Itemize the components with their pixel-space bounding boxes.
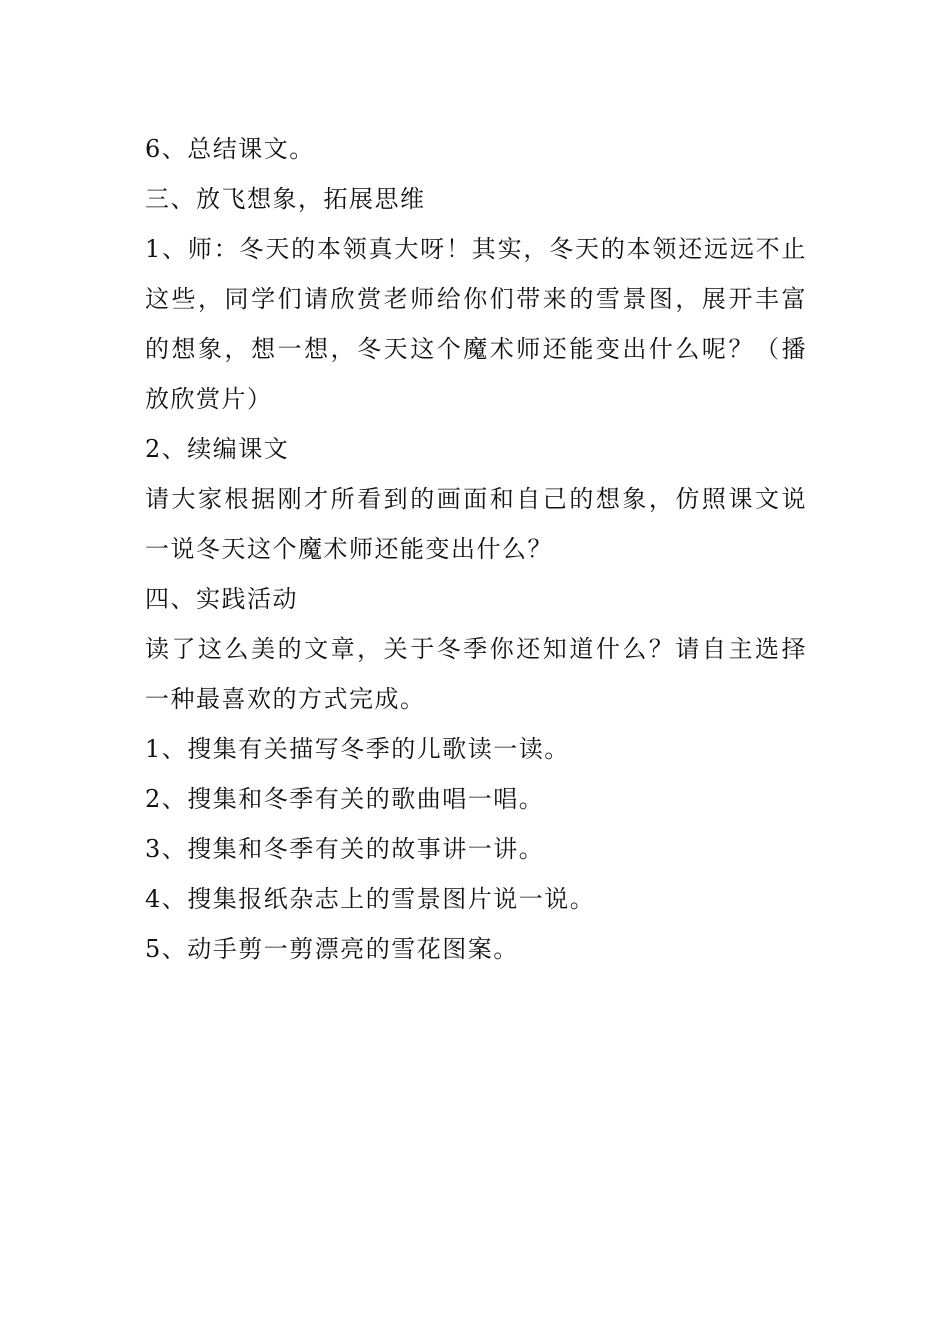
paragraph-summary-step: 6、总结课文。 [145, 135, 315, 163]
section-heading-imagination: 三、放飞想象，拓展思维 [145, 185, 426, 213]
list-item-activity-5: 5、动手剪一剪漂亮的雪花图案。 [145, 935, 519, 963]
paragraph-practice-intro: 读了这么美的文章，关于冬季你还知道什么？请自主选择一种最喜欢的方式完成。 [145, 635, 807, 713]
paragraph-continue-instructions: 请大家根据刚才所看到的画面和自己的想象，仿照课文说一说冬天这个魔术师还能变出什么？ [145, 485, 807, 563]
list-item-activity-4: 4、搜集报纸杂志上的雪景图片说一说。 [145, 885, 596, 913]
list-item-activity-2: 2、搜集和冬季有关的歌曲唱一唱。 [145, 785, 545, 813]
list-item-activity-1: 1、搜集有关描写冬季的儿歌读一读。 [145, 735, 570, 763]
section-heading-practice: 四、实践活动 [145, 585, 298, 613]
paragraph-continue-text: 2、续编课文 [145, 435, 290, 463]
paragraph-teacher-prompt: 1、师：冬天的本领真大呀！其实，冬天的本领还远远不止这些，同学们请欣赏老师给你们带来的雪景图，展开丰富的想象，想一想，冬天这个魔术师还能变出什么呢？（播放欣赏片） [145, 235, 807, 413]
document-body [145, 124, 807, 974]
list-item-activity-3: 3、搜集和冬季有关的故事讲一讲。 [145, 835, 545, 863]
